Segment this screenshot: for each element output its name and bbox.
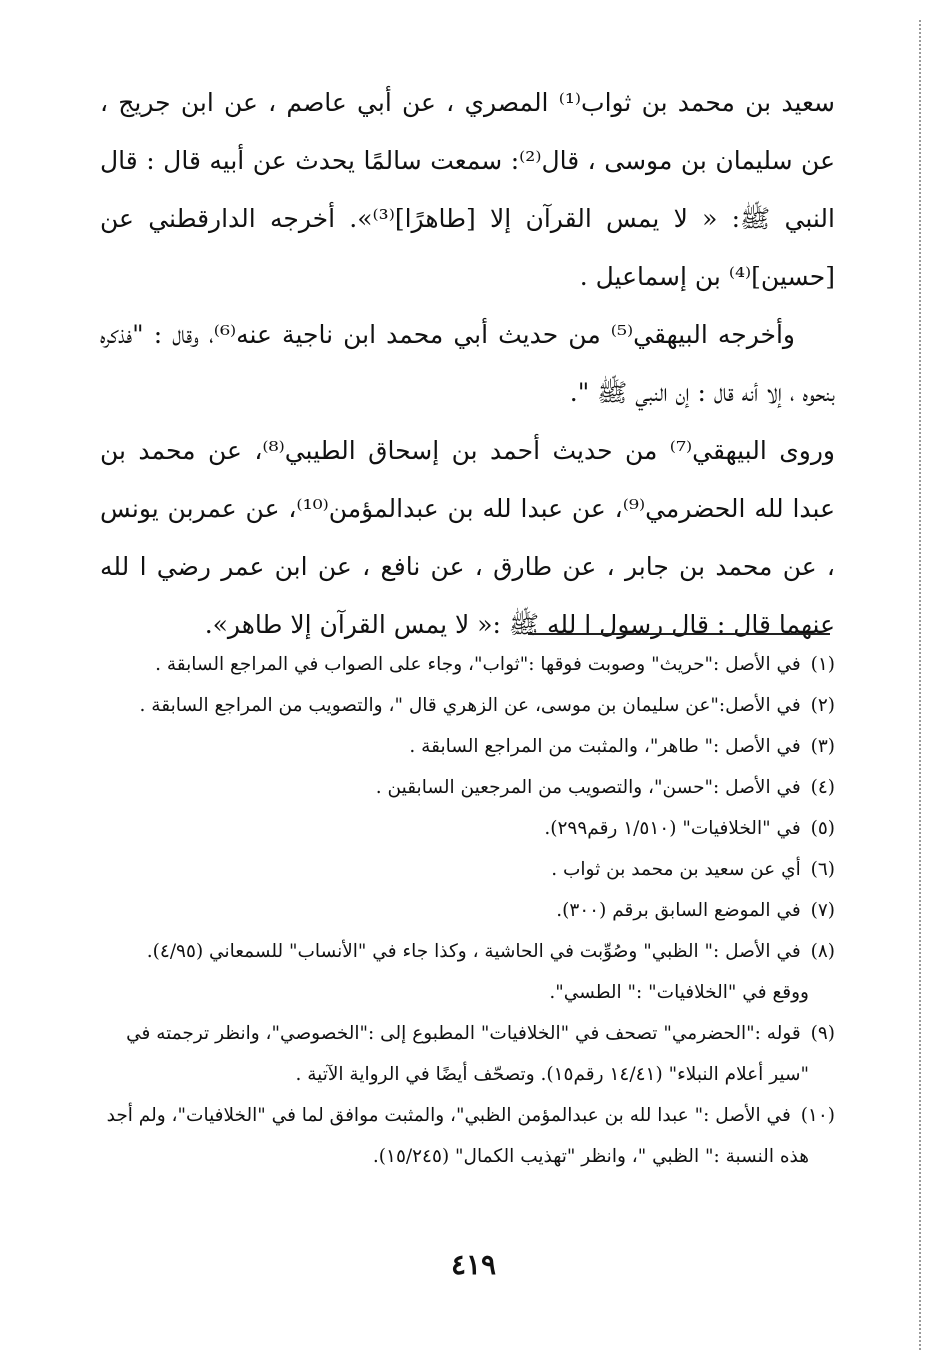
footnote-number: (٤) [810,777,835,798]
footnote-number: (٩) [810,1023,835,1044]
footnote-10 [100,1095,835,1177]
footnote-continuation: ووقع في "الخلافيات" :" الطسي". [549,982,809,1003]
footnote-text: في الموضع السابق برقم (٣٠٠). [556,900,801,921]
footnote-separator [528,633,830,635]
page-edge-dotted-line [919,20,921,1350]
footnote-text: قوله :"الحضرمي" تصحف في "الخلافيات" المطبوع إلى :"الخصوصي"، وانظر ترجمته في [126,1023,801,1044]
footnote-number: (٥) [810,818,835,839]
footnotes-section [100,644,835,1177]
footnote-text: في الأصل :"حسن"، والتصويب من المرجعين السابقين . [375,777,801,798]
paragraph-3: وروى البيهقي⁽⁷⁾ من حديث أحمد بن إسحاق الطيبي⁽⁸⁾، عن محمد بن عبدا لله الحضرمي⁽⁹⁾، عن عبدا لله بن عبدالمؤمن⁽¹⁰⁾، عن عمربن يونس ، عن محمد بن جابر ، عن طارق ، عن نافع ، عن ابن عمر رضي ا لله عنهما قال : قال رسول ا لله ﷺ :« لا يمس القرآن إلا طاهر». [100,436,836,639]
footnote-number: (٦) [810,859,835,880]
footnote-2 [100,685,835,726]
footnote-6 [100,849,835,890]
footnote-number: (١) [810,654,835,675]
footnote-number: (٨) [810,941,835,962]
footnote-9 [100,1013,835,1095]
footnote-continuation: هذه النسبة :" الظبي "، وانظر "تهذيب الكمال" (١٥/٢٤٥). [372,1146,809,1167]
footnote-number: (٧) [810,900,835,921]
footnote-number: (٣) [810,736,835,757]
footnote-7 [100,890,835,931]
main-text-body [100,74,835,654]
footnote-continuation: "سير أعلام النبلاء" (١٤/٤١ رقم١٥). وتصحّف أيضًا في الرواية الآتية . [295,1064,809,1085]
footnote-3 [100,726,835,767]
page-number: ٤١٩ [450,1248,497,1281]
paragraph-1: سعيد بن محمد بن ثواب⁽¹⁾ المصري ، عن أبي عاصم ، عن ابن جريج ، عن سليمان بن موسى ، قال⁽²⁾: سمعت سالمًا يحدث عن أبيه قال : قال النبي ﷺ: « لا يمس القرآن إلا [طاهرًا]⁽³⁾». أخرجه الدارقطني عن [حسين]⁽⁴⁾ بن إسماعيل . [100,88,835,291]
footnote-8 [100,931,835,1013]
footnote-text: في الأصل:"عن سليمان بن موسى، عن الزهري قال "، والتصويب من المراجع السابقة . [139,695,801,716]
footnote-text: في الأصل :" عبدا لله بن عبدالمؤمن الظبي"، والمثبت موافق لما في "الخلافيات"، ولم أجد [106,1105,791,1126]
footnote-text: في "الخلافيات" (١/٥١٠ رقم٢٩٩). [544,818,801,839]
footnote-text: أي عن سعيد بن محمد بن ثواب . [551,859,801,880]
footnote-text: في الأصل :"حريث" وصوبت فوقها :"ثواب"، وجاء على الصواب في المراجع السابقة . [155,654,801,675]
footnote-5 [100,808,835,849]
footnote-number: (٢) [810,695,835,716]
footnote-text: في الأصل :" طاهر"، والمثبت من المراجع السابقة . [409,736,801,757]
paragraph-2: وأخرجه البيهقي⁽⁵⁾ من حديث أبي محمد ابن ناجية عنه⁽⁶⁾، وقال : "فذكره بنحوه ، إلا أنه قال : إن النبي ﷺ ". [100,320,835,407]
footnote-number: (١٠) [800,1105,835,1126]
footnote-text: في الأصل :" الظبي" وصُوِّبت في الحاشية ، وكذا جاء في "الأنساب" للسمعاني (٤/٩٥). [146,941,801,962]
footnote-1 [100,644,835,685]
footnote-4 [100,767,835,808]
